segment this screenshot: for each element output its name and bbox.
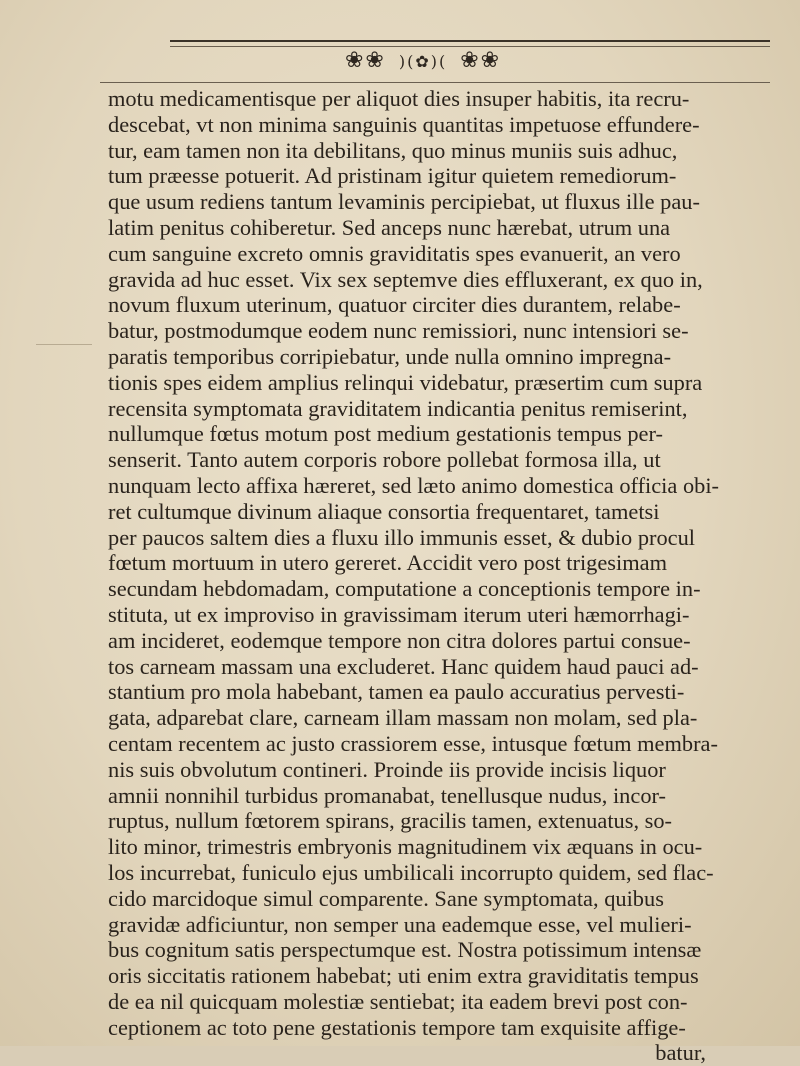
text-line: stituta, ut ex improviso in gravissimam iterum uteri hæmorrhagi- xyxy=(108,601,690,627)
body-text xyxy=(108,86,768,1066)
text-line: bus cognitum satis perspectumque est. Nostra potissimum intensæ xyxy=(108,937,702,963)
text-line: am incideret, eodemque tempore non citra dolores partui consue- xyxy=(108,627,691,653)
text-line: de ea nil quicquam molestiæ sentiebat; ita eadem brevi post con- xyxy=(108,988,688,1014)
text-line: gravida ad huc esset. Vix sex septemve dies effluxerant, ex quo in, xyxy=(108,266,703,292)
text-line: centam recentem ac justo crassiorem esse, intusque fœtum membra- xyxy=(108,730,718,756)
text-line: secundam hebdomadam, computatione a conceptionis tempore in- xyxy=(108,576,701,602)
text-line: tionis spes eidem amplius relinqui videbatur, præsertim cum supra xyxy=(108,369,703,395)
margin-mark xyxy=(36,344,92,345)
text-line: descebat, vt non minima sanguinis quantitas impetuose effundere- xyxy=(108,111,700,137)
text-line: latim penitus cohiberetur. Sed anceps nunc hærebat, utrum una xyxy=(108,214,671,240)
text-line: senserit. Tanto autem corporis robore pollebat formosa illa, ut xyxy=(108,447,661,473)
text-line: motu medicamentisque per aliquot dies insuper habitis, ita recru- xyxy=(108,86,690,111)
text-line: batur, postmodumque eodem nunc remissiori, nunc intensiori se- xyxy=(108,318,689,344)
text-line: los incurrebat, funiculo ejus umbilicali incorrupto quidem, sed flac- xyxy=(108,859,714,885)
text-line: fœtum mortuum in utero gereret. Accidit vero post trigesimam xyxy=(108,550,668,576)
text-line: ruptus, nullum fœtorem spirans, gracilis tamen, extenuatus, so- xyxy=(108,808,673,834)
text-line: lito minor, trimestris embryonis magnitudinem vix æquans in ocu- xyxy=(108,834,703,860)
text-line: paratis temporibus corripiebatur, unde nulla omnino impregna- xyxy=(108,343,672,369)
text-line: tur, eam tamen non ita debilitans, quo minus muniis suis adhuc, xyxy=(108,137,678,163)
text-line: cido marcidoque simul comparente. Sane symptomata, quibus xyxy=(108,885,664,911)
text-line: stantium pro mola habebant, tamen ea paulo accuratius pervesti- xyxy=(108,679,685,705)
text-line: gata, adparebat clare, carneam illam massam non molam, sed pla- xyxy=(108,705,698,731)
header-rule-bottom xyxy=(100,82,770,83)
ornament-left: ❀❀ xyxy=(345,48,386,73)
text-line: tos carneam massam una excluderet. Hanc quidem haud pauci ad- xyxy=(108,653,699,679)
text-line: nullumque fœtus motum post medium gestationis tempus per- xyxy=(108,421,663,447)
text-line: gravidæ adficiuntur, non semper una eademque esse, vel mulieri- xyxy=(108,911,692,937)
text-line: cum sanguine excreto omnis graviditatis spes evanuerit, an vero xyxy=(108,240,681,266)
ornament-middle: )(✿)( xyxy=(398,52,448,71)
text-line: recensita symptomata graviditatem indicantia penitus remiserint, xyxy=(108,395,688,421)
text-line: tum præesse potuerit. Ad pristinam igitur quietem remediorum- xyxy=(108,163,677,189)
text-line: que usum rediens tantum levaminis percipiebat, ut fluxus ille pau- xyxy=(108,189,700,215)
text-line: nis suis obvolutum contineri. Proinde iis provide incisis liquor xyxy=(108,756,666,782)
header-ornament xyxy=(345,48,575,80)
header-rule-top xyxy=(170,40,770,47)
text-line: ret cultumque divinum aliaque consortia frequentaret, tametsi xyxy=(108,498,660,524)
text-line: nunquam lecto affixa hæreret, sed læto animo domestica officia obi- xyxy=(108,472,720,498)
text-line: per paucos saltem dies a fluxu illo immunis esset, & dubio procul xyxy=(108,524,696,550)
ornament-right: ❀❀ xyxy=(460,48,502,73)
text-line: novum fluxum uterinum, quatuor circiter dies durantem, relabe- xyxy=(108,292,681,318)
catchword: batur, xyxy=(655,1040,706,1066)
text-line: amnii nonnihil turbidus promanabat, tenellusque nudus, incor- xyxy=(108,782,666,808)
text-line: oris siccitatis rationem habebat; uti enim extra graviditatis tempus xyxy=(108,963,699,989)
text-line: ceptionem ac toto pene gestationis tempore tam exquisite affige- xyxy=(108,1014,686,1040)
